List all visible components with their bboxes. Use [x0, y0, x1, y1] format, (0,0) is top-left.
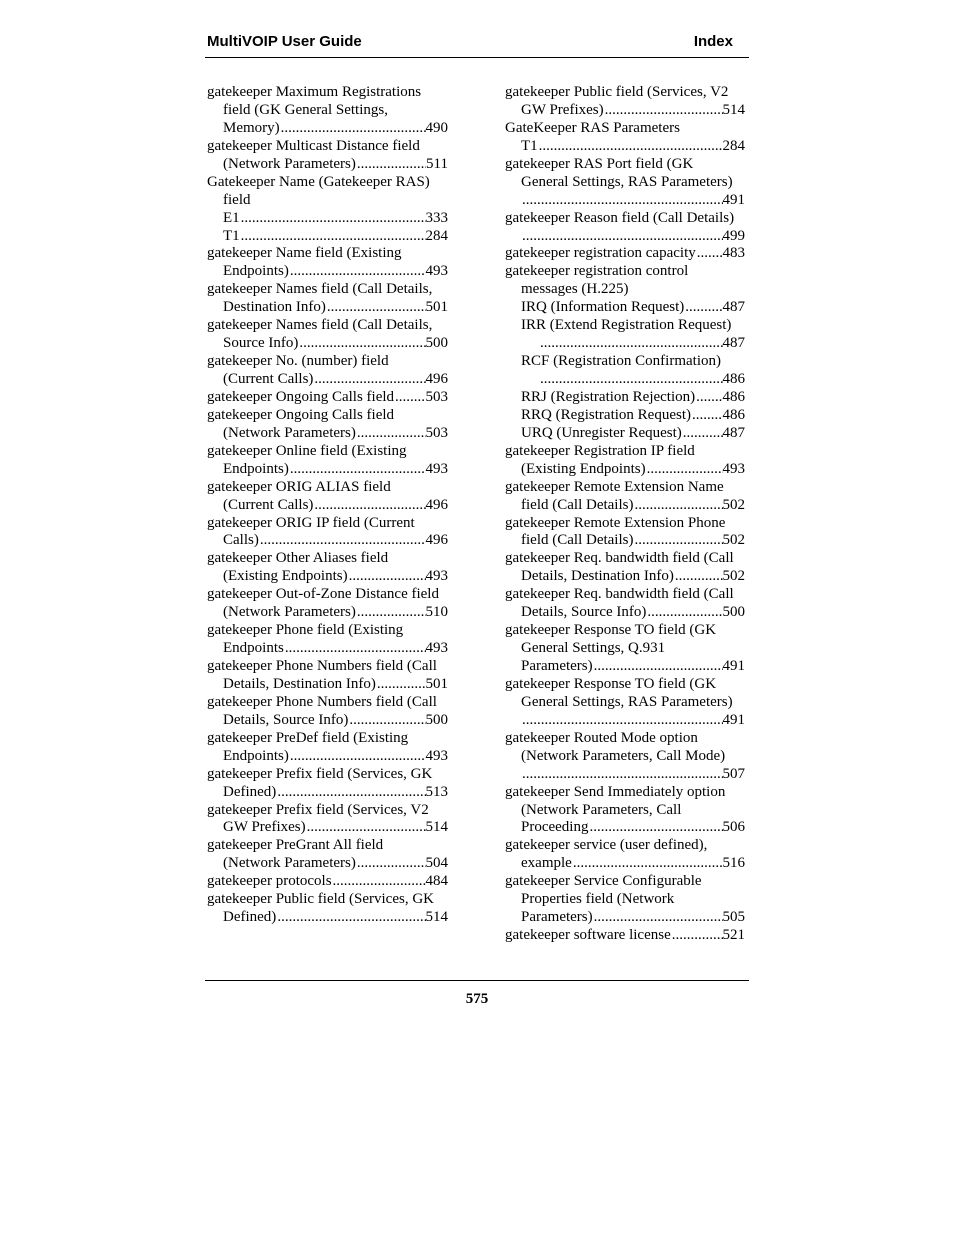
index-entry: [505, 407, 745, 425]
index-entry: field: [223, 191, 251, 208]
dot-leader: [313, 497, 425, 515]
dot-leader: [376, 676, 426, 694]
index-page-number: 503: [425, 424, 448, 441]
index-entry: [505, 927, 745, 945]
index-entry: [207, 371, 448, 389]
index-column-right: [505, 84, 745, 945]
header-divider: [205, 57, 749, 58]
dot-leader: [539, 371, 723, 389]
index-entry: gatekeeper ORIG ALIAS field: [207, 478, 391, 495]
index-entry: [207, 425, 448, 443]
index-entry-text: Proceeding: [521, 819, 589, 836]
dot-leader: [572, 855, 723, 873]
index-entry: [207, 461, 448, 479]
index-entry: [207, 228, 448, 246]
index-page-number: 516: [722, 855, 745, 872]
dot-leader: [394, 389, 425, 407]
index-entry-text: (Existing Endpoints): [223, 568, 348, 585]
dot-leader: [539, 335, 723, 353]
index-page-number: 502: [722, 532, 745, 549]
dot-leader: [289, 748, 426, 766]
index-page-number: 491: [722, 658, 745, 674]
index-entry: gatekeeper Response TO field (GK: [505, 622, 717, 639]
index-entry: [207, 532, 448, 550]
index-entry-text: (Network Parameters): [223, 424, 356, 441]
index-entry-text: Parameters): [521, 909, 593, 926]
dot-leader: [674, 568, 723, 586]
index-entry-text: Details, Source Info): [223, 711, 349, 728]
index-entry: (Network Parameters, Call: [521, 801, 682, 818]
index-page-number: 501: [425, 299, 448, 316]
dot-leader: [633, 532, 722, 550]
index-page-number: 514: [722, 101, 745, 118]
index-entry-text: T1: [223, 227, 240, 244]
index-entry: [505, 299, 745, 317]
index-entry: [207, 210, 448, 228]
index-entry: gatekeeper Req. bandwidth field (Call: [505, 550, 734, 567]
index-entry: gatekeeper PreDef field (Existing: [207, 729, 409, 746]
index-entry: [505, 192, 745, 210]
index-entry: messages (H.225): [521, 281, 629, 298]
index-entry: gatekeeper Maximum Registrations: [207, 84, 422, 100]
index-entry: [505, 532, 745, 550]
dot-leader: [671, 927, 723, 945]
index-entry: [207, 335, 448, 353]
index-entry: gatekeeper Remote Extension Name: [505, 478, 724, 495]
dot-leader: [240, 210, 426, 228]
index-entry-text: gatekeeper Ongoing Calls field: [207, 388, 395, 405]
index-entry: [207, 299, 448, 317]
index-entry: [505, 766, 745, 784]
index-entry-text: Details, Source Info): [521, 604, 647, 621]
index-page-number: 486: [722, 388, 745, 405]
index-entry: [505, 819, 745, 837]
index-page-number: 501: [425, 675, 448, 692]
index-entry: gatekeeper Service Configurable: [505, 873, 702, 890]
index-page-number: 493: [425, 263, 448, 280]
index-entry: [207, 873, 448, 891]
dot-leader: [521, 766, 723, 784]
index-entry: [505, 228, 745, 246]
index-entry: [505, 658, 745, 676]
dot-leader: [593, 909, 723, 927]
index-page-number: 506: [722, 819, 745, 836]
index-entry: RCF (Registration Confirmation): [521, 353, 721, 370]
index-entry: gatekeeper Remote Extension Phone: [505, 514, 726, 531]
index-entry: gatekeeper Out-of-Zone Distance field: [207, 586, 439, 603]
index-entry-text: (Network Parameters): [223, 155, 356, 172]
index-entry: [207, 568, 448, 586]
dot-leader: [538, 138, 723, 156]
index-entry: gatekeeper Public field (Services, GK: [207, 891, 434, 908]
index-entry: [207, 604, 448, 622]
index-entry-text: (Current Calls): [223, 371, 314, 387]
index-entry-text: Endpoints): [223, 460, 289, 477]
index-entry: gatekeeper Other Aliases field: [207, 550, 389, 567]
index-entry: [207, 712, 448, 730]
index-entry-text: Destination Info): [223, 299, 326, 316]
index-entry-text: Endpoints): [223, 263, 289, 280]
index-entry: [505, 425, 745, 443]
index-page-number: 507: [722, 765, 745, 782]
dot-leader: [684, 299, 722, 317]
dot-leader: [306, 819, 426, 837]
dot-leader: [588, 819, 722, 837]
index-entry-text: (Network Parameters): [223, 604, 356, 621]
index-entry: gatekeeper Prefix field (Services, V2: [207, 801, 429, 818]
index-page-number: 503: [425, 388, 448, 405]
index-entry: [505, 245, 745, 263]
dot-leader: [593, 658, 723, 676]
index-page-number: 486: [722, 406, 745, 423]
index-entry: [207, 263, 448, 281]
index-entry: gatekeeper Phone Numbers field (Call: [207, 693, 437, 710]
dot-leader: [521, 712, 723, 730]
page-header: [207, 33, 733, 53]
index-entry: [505, 371, 745, 389]
index-entry: [505, 138, 745, 156]
index-page-number: 500: [425, 335, 448, 352]
index-entry-text: Endpoints: [223, 640, 284, 657]
index-entry: [207, 819, 448, 837]
index-entry: gatekeeper PreGrant All field: [207, 837, 384, 854]
index-entry: gatekeeper Prefix field (Services, GK: [207, 765, 433, 782]
index-page-number: 505: [722, 909, 745, 926]
index-entry: [505, 909, 745, 927]
index-entry-text: Memory): [223, 119, 280, 136]
footer-divider: [205, 980, 749, 981]
index-entry-text: gatekeeper software license: [505, 927, 671, 944]
dot-leader: [646, 604, 722, 622]
index-entry: gatekeeper service (user defined),: [505, 837, 708, 854]
section-title: Index: [693, 33, 733, 50]
index-page-number: 514: [425, 819, 448, 836]
index-entry-text: Details, Destination Info): [521, 568, 674, 585]
dot-leader: [682, 425, 723, 443]
index-entry: IRR (Extend Registration Request): [521, 317, 732, 334]
dot-leader: [356, 855, 426, 873]
index-entry: [207, 120, 448, 138]
index-entry-text: (Network Parameters): [223, 855, 356, 872]
index-entry: gatekeeper Reason field (Call Details): [505, 209, 735, 226]
index-entry: gatekeeper Req. bandwidth field (Call: [505, 586, 734, 603]
index-page-number: 500: [722, 604, 745, 621]
index-entry-text: example: [521, 855, 572, 872]
index-entry-text: T1: [521, 137, 538, 154]
index-entry: gatekeeper RAS Port field (GK: [505, 155, 694, 172]
index-page-number: 493: [425, 568, 448, 585]
index-page-number: 490: [425, 119, 448, 136]
index-entry-text: gatekeeper registration capacity: [505, 245, 696, 262]
index-entry-text: field (Call Details): [521, 532, 634, 549]
dot-leader: [326, 299, 426, 317]
dot-leader: [356, 425, 426, 443]
index-page-number: 484: [425, 873, 448, 890]
dot-leader: [356, 604, 426, 622]
index-page-number: 491: [722, 711, 745, 728]
index-entry-text: Endpoints): [223, 747, 289, 764]
index-entry-text: IRQ (Information Request): [521, 299, 685, 316]
index-entry: [505, 335, 745, 353]
dot-leader: [289, 461, 426, 479]
index-page-number: 483: [722, 245, 745, 262]
index-page-number: 486: [722, 371, 745, 387]
index-entry: [505, 712, 745, 730]
index-entry: [505, 568, 745, 586]
index-entry-text: GW Prefixes): [223, 819, 306, 836]
dot-leader: [276, 909, 425, 927]
index-entry: [207, 497, 448, 515]
dot-leader: [348, 568, 426, 586]
index-entry-text: URQ (Unregister Request): [521, 424, 682, 441]
index-entry-text: RRQ (Registration Request): [521, 406, 691, 423]
page-number: 575: [465, 991, 489, 1007]
index-page-number: 500: [425, 711, 448, 728]
dot-leader: [521, 192, 723, 210]
dot-leader: [284, 640, 426, 658]
dot-leader: [240, 228, 426, 246]
index-page-number: 493: [425, 640, 448, 657]
index-entry: General Settings, RAS Parameters): [521, 693, 733, 710]
index-entry-text: (Existing Endpoints): [521, 460, 646, 477]
index-entry: gatekeeper No. (number) field: [207, 353, 389, 370]
index-page-number: 491: [722, 191, 745, 208]
index-entry: [505, 497, 745, 515]
index-entry-text: Defined): [223, 909, 277, 926]
dot-leader: [521, 228, 723, 246]
dot-leader: [276, 784, 425, 802]
index-page-number: 487: [722, 299, 745, 316]
index-entry: (Network Parameters, Call Mode): [521, 747, 726, 764]
index-entry: [505, 604, 745, 622]
index-entry: Gatekeeper Name (Gatekeeper RAS): [207, 173, 430, 190]
index-page-number: 521: [722, 927, 745, 944]
dot-leader: [646, 461, 723, 479]
index-entry: gatekeeper Registration IP field: [505, 442, 695, 459]
index-page-number: 510: [425, 604, 448, 621]
index-entry: [207, 676, 448, 694]
index-page-number: 499: [722, 227, 745, 244]
guide-title: MultiVOIP User Guide: [207, 33, 362, 50]
index-page-number: 496: [425, 532, 448, 549]
dot-leader: [696, 245, 723, 263]
dot-leader: [313, 371, 425, 389]
dot-leader: [289, 263, 426, 281]
index-entry: [505, 102, 745, 120]
dot-leader: [259, 532, 426, 550]
index-page-number: 514: [425, 909, 448, 926]
index-entry: Properties field (Network: [521, 891, 675, 908]
index-entry-text: Calls): [223, 532, 259, 549]
index-page-number: 284: [722, 137, 745, 154]
index-page-number: 333: [425, 209, 448, 226]
index-entry: [207, 909, 448, 927]
dot-leader: [633, 497, 722, 515]
index-entry: General Settings, RAS Parameters): [521, 173, 733, 190]
index-page-number: 502: [722, 568, 745, 585]
index-entry: gatekeeper Ongoing Calls field: [207, 406, 395, 423]
index-entry: General Settings, Q.931: [521, 640, 666, 657]
index-entry: [207, 784, 448, 802]
index-page-number: 496: [425, 371, 448, 387]
index-entry-text: Parameters): [521, 658, 593, 674]
index-page-number: 487: [722, 424, 745, 441]
index-page-number: 487: [722, 335, 745, 352]
dot-leader: [298, 335, 425, 353]
index-entry-text: RRJ (Registration Rejection): [521, 388, 696, 405]
index-entry-text: Details, Destination Info): [223, 675, 376, 692]
index-entry: field (GK General Settings,: [223, 101, 388, 118]
index-entry: gatekeeper Public field (Services, V2: [505, 84, 729, 100]
dot-leader: [332, 873, 426, 891]
index-entry: gatekeeper registration control: [505, 263, 689, 280]
index-entry: [207, 389, 448, 407]
index-entry: gatekeeper Phone field (Existing: [207, 622, 404, 639]
index-entry: gatekeeper Routed Mode option: [505, 729, 698, 746]
index-entry: [207, 640, 448, 658]
index-entry: gatekeeper ORIG IP field (Current: [207, 514, 415, 531]
index-page-number: 504: [425, 855, 448, 872]
index-page-number: 513: [425, 783, 448, 800]
index-entry: [207, 748, 448, 766]
index-entry: gatekeeper Send Immediately option: [505, 783, 726, 800]
dot-leader: [356, 156, 426, 174]
index-entry: gatekeeper Names field (Call Details,: [207, 281, 433, 298]
index-page-number: 493: [425, 460, 448, 477]
index-entry: GateKeeper RAS Parameters: [505, 119, 680, 136]
index-entry-text: E1: [223, 209, 240, 226]
index-page-number: 511: [426, 155, 448, 172]
index-entry: gatekeeper Multicast Distance field: [207, 137, 420, 154]
index-page-number: 493: [722, 460, 745, 477]
index-entry: gatekeeper Phone Numbers field (Call: [207, 658, 437, 674]
dot-leader: [695, 389, 722, 407]
index-entry: [505, 855, 745, 873]
index-entry-text: Source Info): [223, 335, 299, 352]
index-entry-text: (Current Calls): [223, 496, 314, 513]
index-entry: [505, 389, 745, 407]
index-entry: [505, 461, 745, 479]
index-page-number: 502: [722, 496, 745, 513]
index-entry: [207, 156, 448, 174]
index-entry: [207, 855, 448, 873]
index-entry: gatekeeper Response TO field (GK: [505, 675, 717, 692]
index-entry: gatekeeper Names field (Call Details,: [207, 317, 433, 334]
index-page-number: 496: [425, 496, 448, 513]
index-page-number: 493: [425, 747, 448, 764]
dot-leader: [280, 120, 426, 138]
index-entry: gatekeeper Name field (Existing: [207, 245, 402, 262]
index-entry-text: gatekeeper protocols: [207, 873, 332, 890]
index-page-number: 284: [425, 227, 448, 244]
dot-leader: [691, 407, 723, 425]
index-column-left: [207, 84, 448, 927]
dot-leader: [604, 102, 723, 120]
index-entry-text: Defined): [223, 783, 277, 800]
dot-leader: [348, 712, 425, 730]
index-entry-text: field (Call Details): [521, 496, 634, 513]
index-entry: gatekeeper Online field (Existing: [207, 442, 407, 459]
index-entry-text: GW Prefixes): [521, 101, 604, 118]
